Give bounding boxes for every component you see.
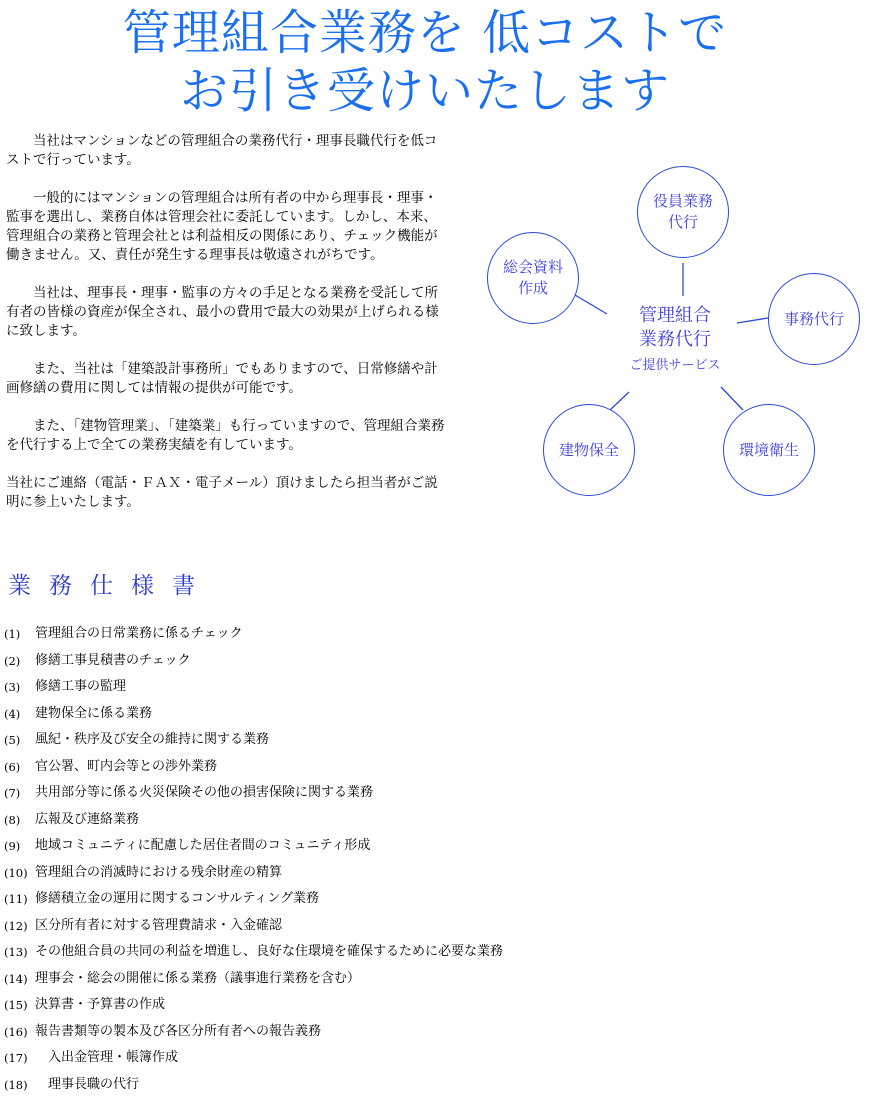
- item-text: 理事長職の代行: [48, 1075, 139, 1101]
- item-number: (15): [4, 995, 35, 1022]
- spec-heading: 業務仕様書: [8, 567, 213, 600]
- item-number: (11): [4, 889, 35, 916]
- list-item: [4, 916, 503, 943]
- list-item: [4, 863, 503, 890]
- title-line-2: お引き受けいたします: [0, 62, 850, 120]
- node-tatemono-hozen: [543, 404, 635, 496]
- item-text: 風紀・秩序及び安全の維持に関する業務: [35, 730, 269, 757]
- item-text: 地域コミュニティに配慮した居住者間のコミュニティ形成: [35, 836, 370, 863]
- list-item: [4, 783, 503, 810]
- node-label: 役員業務: [653, 192, 713, 210]
- item-text: 修繕工事の監理: [35, 677, 126, 704]
- node-label: 作成: [518, 279, 548, 297]
- node-soukai-shiryo: [487, 232, 579, 324]
- item-number: (18): [4, 1075, 48, 1101]
- node-label: 事務代行: [784, 309, 844, 330]
- list-item: [4, 677, 503, 704]
- item-number: (6): [4, 757, 35, 784]
- node-label: 代行: [668, 213, 698, 231]
- item-text: 入出金管理・帳簿作成: [48, 1048, 178, 1075]
- item-text: 修繕工事見積書のチェック: [35, 651, 191, 678]
- center-label-1: 管理組合: [590, 304, 760, 328]
- diagram-center: [590, 304, 760, 376]
- item-text: 理事会・総会の開催に係る業務（議事進行業務を含む）: [35, 969, 360, 996]
- list-item: [4, 1022, 503, 1049]
- connector-line: [610, 392, 629, 410]
- item-text: 決算書・予算書の作成: [35, 995, 165, 1022]
- list-item: [4, 651, 503, 678]
- item-text: 広報及び連絡業務: [35, 810, 139, 837]
- item-number: (1): [4, 624, 35, 651]
- list-item: [4, 1075, 503, 1101]
- list-item: [4, 836, 503, 863]
- intro-text: [6, 132, 446, 531]
- item-number: (9): [4, 836, 35, 863]
- item-number: (4): [4, 704, 35, 731]
- item-number: (12): [4, 916, 35, 943]
- node-label: 総会資料: [503, 258, 563, 276]
- list-item: [4, 1048, 503, 1075]
- intro-paragraph: 当社は、理事長・理事・監事の方々の手足となる業務を受託して所有者の皆様の資産が保全され、最小の費用で最大の効果が上げられる様に致します。: [6, 284, 446, 341]
- item-number: (8): [4, 810, 35, 837]
- center-sublabel: ご提供サービス: [590, 356, 760, 376]
- list-item: [4, 730, 503, 757]
- list-item: [4, 704, 503, 731]
- item-number: (16): [4, 1022, 35, 1049]
- item-number: (3): [4, 677, 35, 704]
- list-item: [4, 889, 503, 916]
- list-item: [4, 810, 503, 837]
- item-text: その他組合員の共同の利益を増進し、良好な住環境を確保するために必要な業務: [35, 942, 503, 969]
- center-label-2: 業務代行: [590, 328, 760, 352]
- page-title: [0, 4, 850, 120]
- item-number: (13): [4, 942, 35, 969]
- service-diagram: [470, 180, 870, 510]
- intro-paragraph: 一般的にはマンションの管理組合は所有者の中から理事長・理事・監事を選出し、業務自体は管理会社に委託しています。しかし、本来、管理組合の業務と管理会社とは利益相反の関係にあり、チェック機能が働きません。又、責任が発生する理事長は敬遠されがちです。: [6, 189, 446, 265]
- item-number: (2): [4, 651, 35, 678]
- node-yakuin-gyomu: [637, 166, 729, 258]
- node-jimu-daiko: [768, 273, 860, 365]
- item-text: 管理組合の日常業務に係るチェック: [35, 624, 243, 651]
- item-number: (10): [4, 863, 35, 890]
- item-number: (14): [4, 969, 35, 996]
- node-kankyo-eisei: [723, 404, 815, 496]
- item-text: 区分所有者に対する管理費請求・入金確認: [35, 916, 282, 943]
- list-item: [4, 942, 503, 969]
- intro-paragraph: また、当社は「建築設計事務所」でもありますので、日常修繕や計画修繕の費用に関しては情報の提供が可能です。: [6, 360, 446, 398]
- item-text: 共用部分等に係る火災保険その他の損害保険に関する業務: [35, 783, 373, 810]
- intro-paragraph: また、「建物管理業」、「建築業」も行っていますので、管理組合業務を代行する上で全ての業務実績を有しています。: [6, 417, 446, 455]
- item-number: (7): [4, 783, 35, 810]
- list-item: [4, 969, 503, 996]
- node-label: 建物保全: [559, 440, 619, 461]
- item-text: 報告書類等の製本及び各区分所有者への報告義務: [35, 1022, 321, 1049]
- list-item: [4, 624, 503, 651]
- connector-line: [721, 387, 743, 410]
- item-text: 官公署、町内会等との渉外業務: [35, 757, 217, 784]
- list-item: [4, 995, 503, 1022]
- item-text: 管理組合の消滅時における残余財産の精算: [35, 863, 282, 890]
- intro-paragraph: 当社はマンションなどの管理組合の業務代行・理事長職代行を低コストで行っています。: [6, 132, 446, 170]
- item-number: (5): [4, 730, 35, 757]
- item-text: 修繕積立金の運用に関するコンサルティング業務: [35, 889, 319, 916]
- intro-paragraph: 当社にご連絡（電話・ＦＡＸ・電子メール）頂けましたら担当者がご説明に参上いたします。: [6, 474, 446, 512]
- list-item: [4, 757, 503, 784]
- title-line-1: 管理組合業務を 低コストで: [0, 4, 850, 62]
- spec-list: [4, 624, 503, 1101]
- item-number: (17): [4, 1048, 48, 1075]
- item-text: 建物保全に係る業務: [35, 704, 152, 731]
- node-label: 環境衛生: [739, 440, 799, 461]
